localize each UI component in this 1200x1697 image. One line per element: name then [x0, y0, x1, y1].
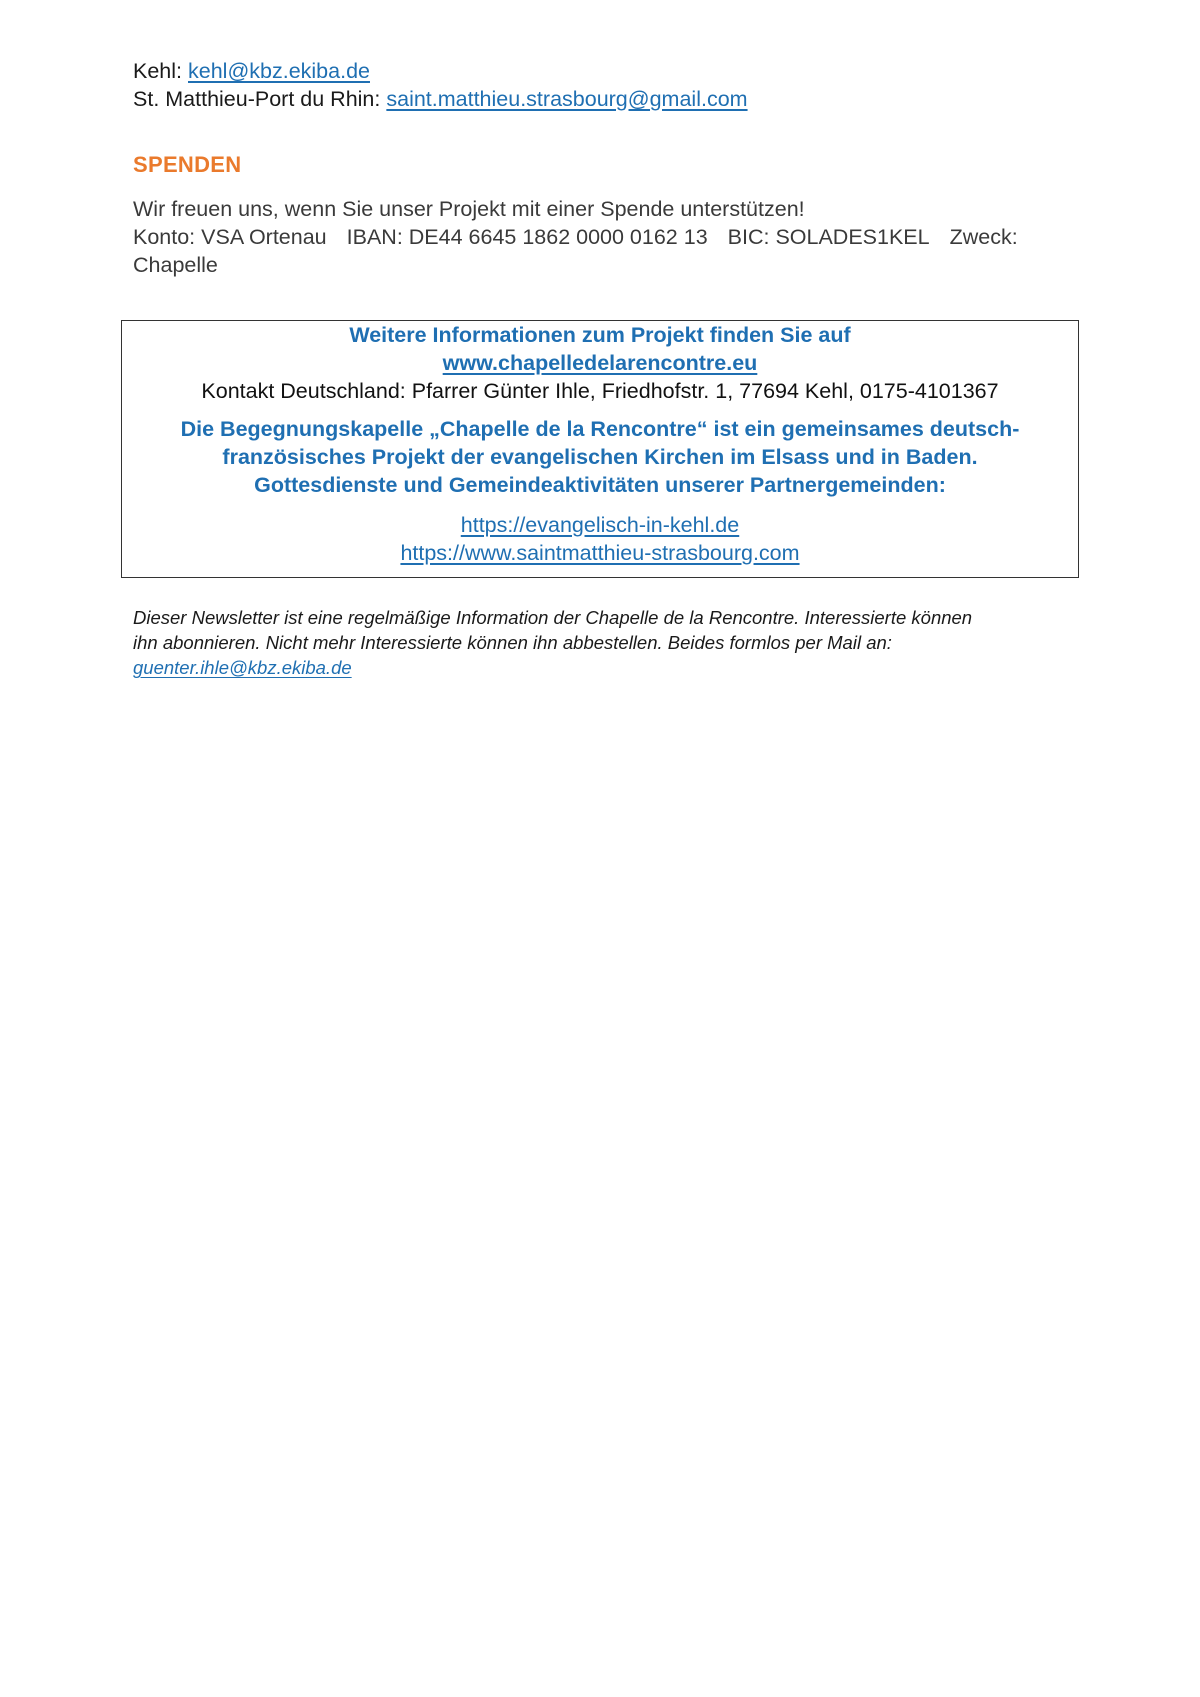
footer-email-line — [133, 655, 1073, 680]
contact-st-matthieu — [133, 85, 748, 113]
info-website-link[interactable]: www.chapelledelarencontre.eu — [442, 351, 758, 375]
donations-purpose-value: Chapelle — [133, 253, 218, 277]
info-website-line — [122, 349, 1078, 377]
contact-st-matthieu-email-link[interactable]: saint.matthieu.strasbourg@gmail.com — [386, 87, 748, 111]
info-description-line-3: Gottesdienste und Gemeindeaktivitäten unserer Partnergemeinden: — [254, 473, 946, 497]
info-description-line-1: Die Begegnungskapelle „Chapelle de la Rencontre“ ist ein gemeinsames deutsch- — [180, 417, 1020, 441]
footer-email-link[interactable]: guenter.ihle@kbz.ekiba.de — [133, 657, 352, 678]
donations-heading: SPENDEN — [133, 152, 242, 177]
donations-purpose-label: Zweck: — [949, 225, 1018, 249]
info-contact-germany: Kontakt Deutschland: Pfarrer Günter Ihle, Friedhofstr. 1, 77694 Kehl, 0175-4101367 — [201, 379, 999, 403]
donations-bank-details — [133, 223, 1018, 251]
donations-bic: BIC: SOLADES1KEL — [727, 225, 930, 249]
contact-kehl-email-link[interactable]: kehl@kbz.ekiba.de — [188, 59, 370, 83]
footer-line-2: ihn abonnieren. Nicht mehr Interessierte können ihn abbestellen. Beides formlos per Mail an: — [133, 632, 892, 653]
info-box — [121, 320, 1079, 578]
donations-intro: Wir freuen uns, wenn Sie unser Projekt mit einer Spende unterstützen! — [133, 197, 805, 221]
donations-account: Konto: VSA Ortenau — [133, 225, 327, 249]
partner-link-kehl[interactable]: https://evangelisch-in-kehl.de — [460, 513, 740, 537]
partner-link-kehl-line — [122, 511, 1078, 539]
contact-kehl-label: Kehl: — [133, 59, 183, 83]
info-more-text: Weitere Informationen zum Projekt finden Sie auf — [349, 323, 851, 347]
info-description-line-2: französisches Projekt der evangelischen Kirchen im Elsass und in Baden. — [222, 445, 978, 469]
donations-iban: IBAN: DE44 6645 1862 0000 0162 13 — [346, 225, 708, 249]
contact-kehl — [133, 57, 370, 85]
contact-st-matthieu-label: St. Matthieu-Port du Rhin: — [133, 87, 381, 111]
partner-link-strasbourg-line — [122, 539, 1078, 567]
footer-line-1: Dieser Newsletter ist eine regelmäßige Information der Chapelle de la Rencontre. Interessierte können — [133, 607, 973, 628]
partner-link-strasbourg[interactable]: https://www.saintmatthieu-strasbourg.com — [400, 541, 800, 565]
